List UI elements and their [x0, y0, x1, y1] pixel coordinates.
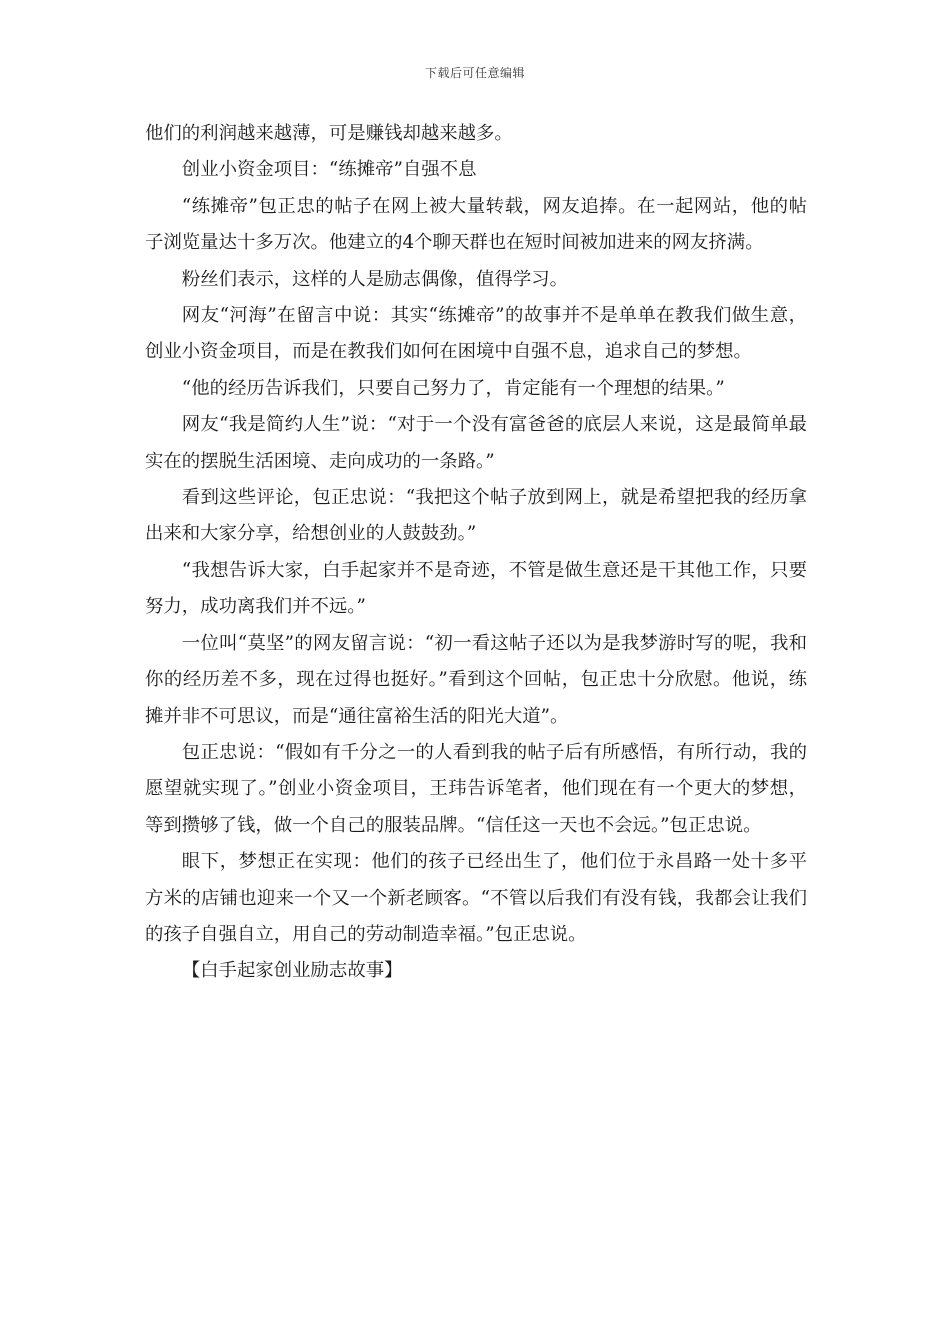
paragraph: 他们的利润越来越薄，可是赚钱却越来越多。: [145, 123, 513, 144]
paragraph: 网友“河海”在留言中说：其实“练摊帝”的故事并不是单单在教我们做生意，创业小资金项目，而是在教我们如何在困境中自强不息，追求自己的梦想。: [145, 305, 807, 363]
paragraph: 包正忠说：“假如有千分之一的人看到我的帖子后有所感悟，有所行动，我的愿望就实现了。”创业小资金项目，王玮告诉笔者，他们现在有一个更大的梦想，等到攒够了钱，做一个自己的服装品牌。“信任这一天也不会远。”包正忠说。: [145, 741, 807, 836]
paragraph: 网友“我是简约人生”说：“对于一个没有富爸爸的底层人来说，这是最简单最实在的摆脱生活困境、走向成功的一条路。”: [145, 414, 807, 472]
paragraph: 眼下，梦想正在实现：他们的孩子已经出生了，他们位于永昌路一处十多平方米的店铺也迎来一个又一个新老顾客。“不管以后我们有没有钱，我都会让我们的孩子自强自立，用自己的劳动制造幸福。”包正忠说。: [145, 851, 807, 945]
section-heading: 创业小资金项目：“练摊帝”自强不息: [181, 159, 477, 181]
page-header: 下载后可任意编辑: [424, 66, 525, 80]
paragraph: “我想告诉大家，白手起家并不是奇迹，不管是做生意还是干其他工作，只要努力，成功离我们并不远。”: [145, 559, 807, 618]
document-body: [145, 116, 807, 990]
closing-title: 【白手起家创业励志故事】: [181, 960, 403, 982]
paragraph: 粉丝们表示，这样的人是励志偶像，值得学习。: [181, 268, 569, 290]
paragraph: “练摊帝”包正忠的帖子在网上被大量转载，网友追捧。在一起网站，他的帖子浏览量达十多万次。他建立的4个聊天群也在短时间被加进来的网友挤满。: [145, 195, 807, 254]
paragraph: 看到这些评论，包正忠说：“我把这个帖子放到网上，就是希望把我的经历拿出来和大家分享，给想创业的人鼓鼓劲。”: [145, 487, 807, 545]
paragraph: 一位叫“莫坚”的网友留言说：“初一看这帖子还以为是我梦游时写的呢，我和你的经历差不多，现在过得也挺好。”看到这个回帖，包正忠十分欣慰。他说，练摊并非不可思议，而是“通往富裕生活的阳光大道”。: [145, 632, 807, 727]
paragraph: “他的经历告诉我们，只要自己努力了，肯定能有一个理想的结果。”: [181, 377, 725, 399]
